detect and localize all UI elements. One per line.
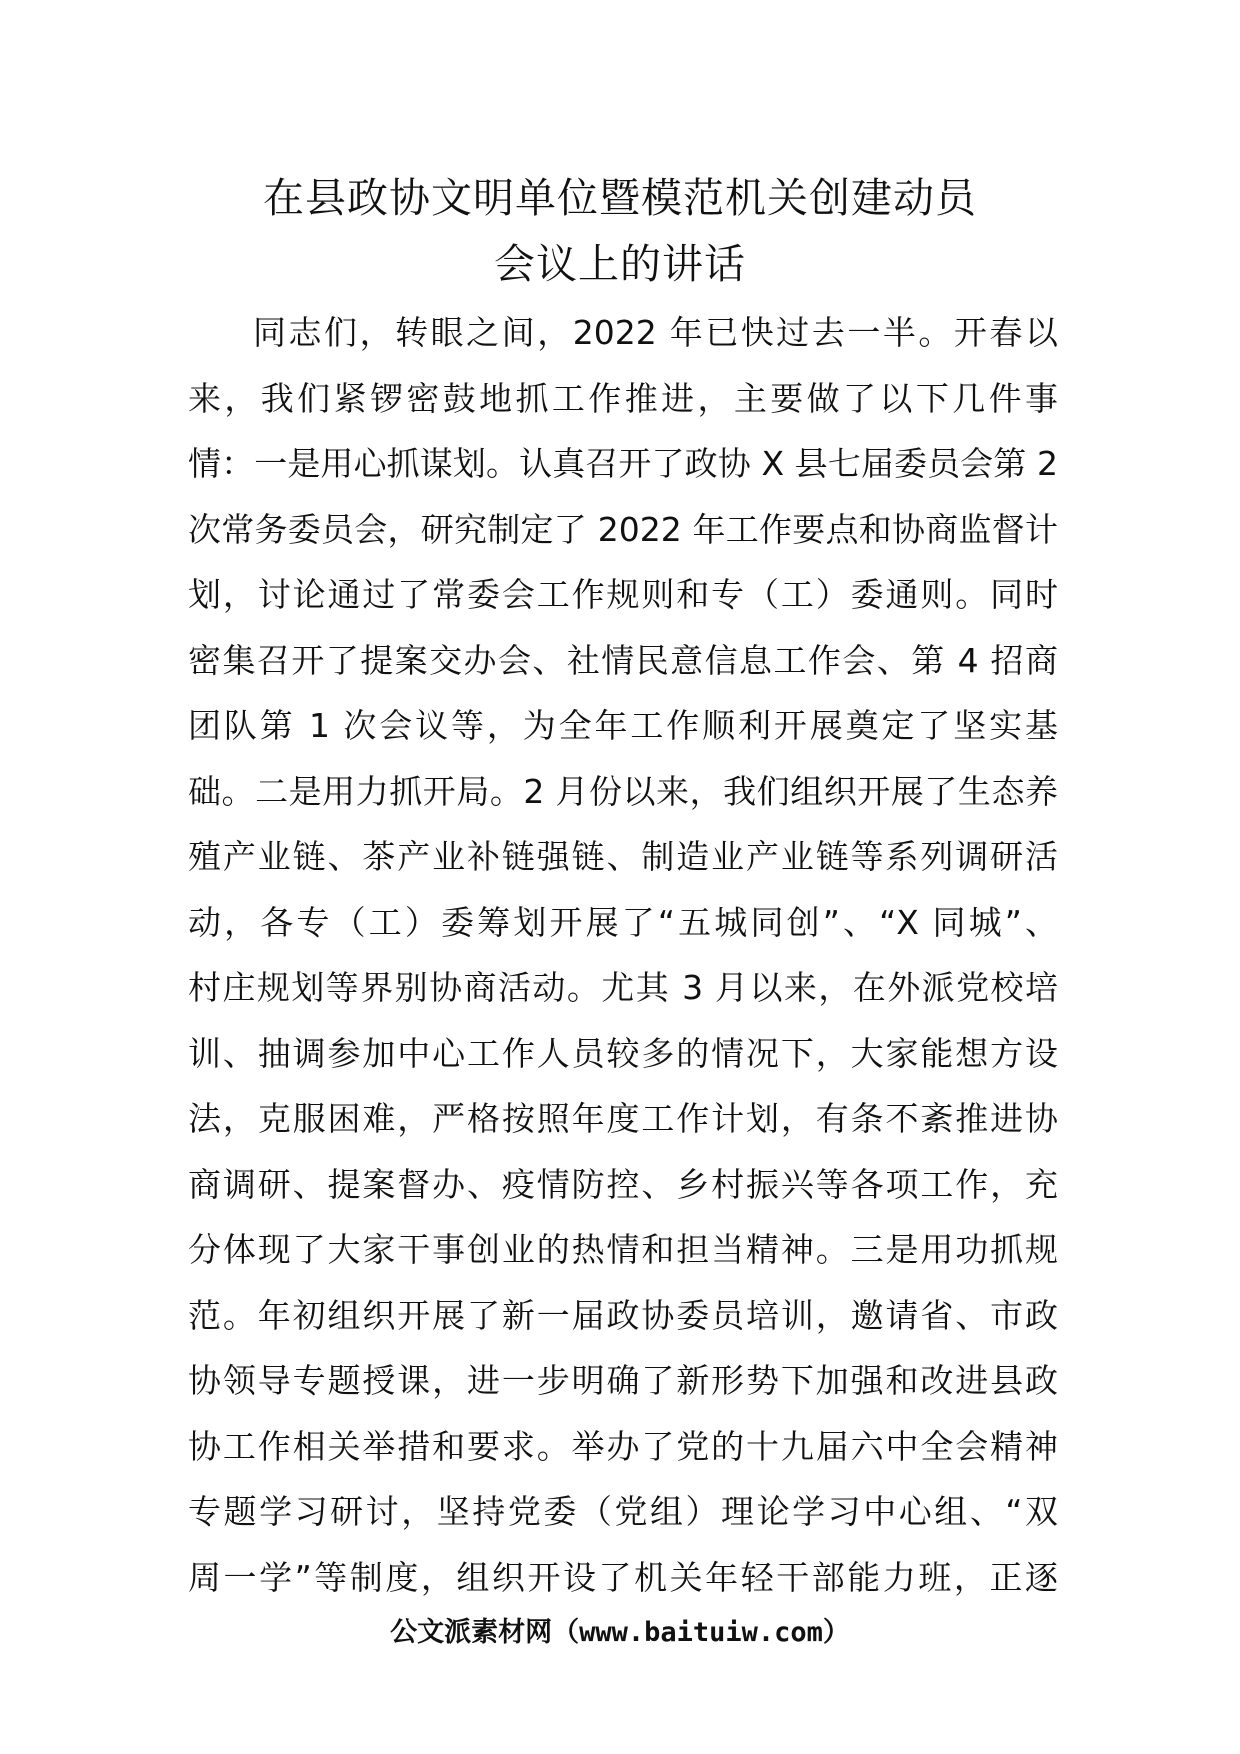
body-line: 协领导专题授课，进一步明确了新形势下加强和改进县政 (188, 1361, 1058, 1400)
body-line: 密集召开了提案交办会、社情民意信息工作会、第 4 招商 (188, 640, 1058, 680)
body-line: 础。二是用力抓开局。2 月份以来，我们组织开展了生态养 (188, 771, 1058, 811)
body-line: 同志们，转眼之间，2022 年已快过去一半。开春以 (253, 313, 1058, 352)
body-line: 周一学”等制度，组织开设了机关年轻干部能力班，正逐 (188, 1557, 1058, 1597)
body-line: 训、抽调参加中心工作人员较多的情况下，大家能想方设 (188, 1033, 1058, 1073)
body-line: 动，各专（工）委筹划开展了“五城同创”、“X 同城”、 (188, 902, 1058, 942)
body-line: 分体现了大家干事创业的热情和担当精神。三是用功抓规 (188, 1230, 1058, 1269)
body-line: 村庄规划等界别协商活动。尤其 3 月以来，在外派党校培 (188, 968, 1058, 1007)
document-body (188, 300, 1058, 1610)
footer-source: 公文派素材网（www.baituiw.com） (390, 1617, 850, 1648)
body-line: 范。年初组织开展了新一届政协委员培训，邀请省、市政 (188, 1295, 1058, 1335)
body-line: 情：一是用心抓谋划。认真召开了政协 X 县七届委员会第 2 (188, 444, 1058, 483)
body-line: 殖产业链、茶产业补链强链、制造业产业链等系列调研活 (188, 837, 1058, 876)
body-line: 商调研、提案督办、疫情防控、乡村振兴等各项工作，充 (188, 1164, 1058, 1204)
document-title-line-2: 会议上的讲话 (494, 240, 746, 288)
body-line: 划，讨论通过了常委会工作规则和专（工）委通则。同时 (188, 575, 1058, 614)
body-line: 协工作相关举措和要求。举办了党的十九届六中全会精神 (188, 1426, 1058, 1466)
body-line: 专题学习研讨，坚持党委（党组）理论学习中心组、“双 (188, 1492, 1058, 1531)
body-line: 来，我们紧锣密鼓地抓工作推进，主要做了以下几件事 (188, 378, 1058, 418)
body-line: 团队第 1 次会议等，为全年工作顺利开展奠定了坚实基 (188, 706, 1058, 745)
document-title-line-1: 在县政协文明单位暨模范机关创建动员 (263, 174, 977, 222)
body-line: 次常务委员会，研究制定了 2022 年工作要点和协商监督计 (188, 509, 1058, 549)
body-line: 法，克服困难，严格按照年度工作计划，有条不紊推进协 (188, 1099, 1058, 1138)
